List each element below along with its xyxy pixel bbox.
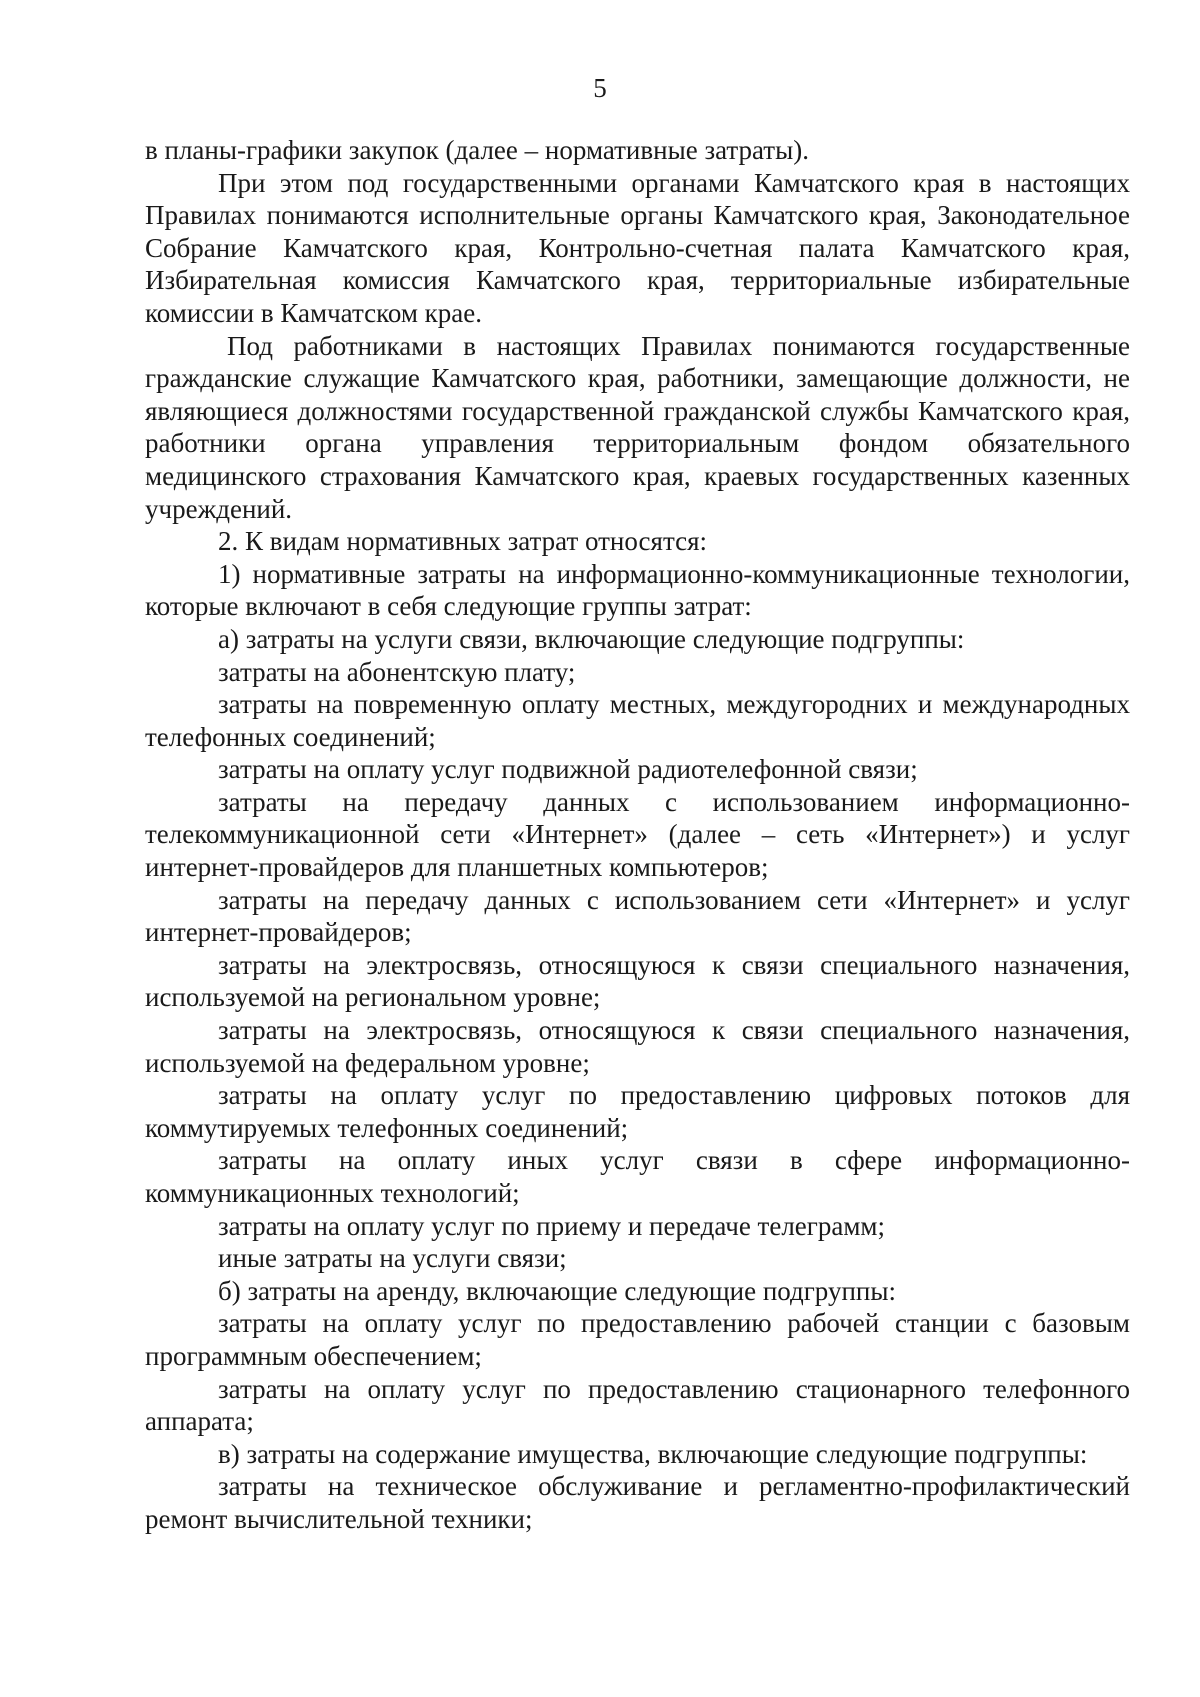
paragraph: затраты на оплату иных услуг связи в сфере информационно-коммуникационных технологий;: [145, 1145, 1130, 1208]
paragraph: 2. К видам нормативных затрат относятся:: [218, 526, 707, 557]
paragraph: а) затраты на услуги связи, включающие следующие подгруппы:: [218, 623, 965, 654]
page-number: 5: [593, 73, 607, 103]
paragraph: затраты на оплату услуг подвижной радиотелефонной связи;: [218, 754, 918, 785]
paragraph: затраты на повременную оплату местных, междугородних и международных телефонных соединений;: [145, 689, 1130, 752]
paragraph: в планы-графики закупок (далее – нормативные затраты).: [145, 135, 809, 165]
paragraph: затраты на техническое обслуживание и регламентно-профилактический ремонт вычислительной техники;: [145, 1471, 1130, 1534]
paragraph: Под работниками в настоящих Правилах понимаются государственные гражданские служащие Камчатского края, работники, замещающие должности, не являющиеся должностями государственной гражданской службы Камчатского края, работники органа управления территориальным фондом обязательного медицинского страхования Камчатского края, краевых государственных казенных учреждений.: [145, 330, 1130, 524]
paragraph: затраты на передачу данных с использованием информационно-телекоммуникационной сети «Интернет» (далее – сеть «Интернет») и услуг интернет-провайдеров для планшетных компьютеров;: [145, 786, 1130, 883]
paragraph: в) затраты на содержание имущества, включающие следующие подгруппы:: [218, 1438, 1088, 1469]
paragraph: затраты на абонентскую плату;: [218, 656, 576, 687]
paragraph: 1) нормативные затраты на информационно-коммуникационные технологии, которые включают в себя следующие группы затрат:: [145, 558, 1130, 622]
paragraph: б) затраты на аренду, включающие следующие подгруппы:: [218, 1275, 896, 1306]
paragraph: иные затраты на услуги связи;: [218, 1243, 567, 1274]
paragraph: затраты на оплату услуг по приему и передаче телеграмм;: [218, 1210, 886, 1241]
paragraph: затраты на электросвязь, относящуюся к связи специального назначения, используемой на региональном уровне;: [145, 949, 1130, 1013]
paragraph: затраты на передачу данных с использованием сети «Интернет» и услуг интернет-провайдеров;: [145, 884, 1130, 948]
document-body: [145, 134, 1130, 1536]
paragraph: затраты на оплату услуг по предоставлению цифровых потоков для коммутируемых телефонных соединений;: [145, 1080, 1130, 1143]
paragraph: затраты на электросвязь, относящуюся к связи специального назначения, используемой на федеральном уровне;: [145, 1015, 1130, 1078]
paragraph: При этом под государственными органами Камчатского края в настоящих Правилах понимаются исполнительные органы Камчатского края, Законодательное Собрание Камчатского края, Контрольно-счетная палата Камчатского края, Избирательная комиссия Камчатского края, территориальные избирательные комиссии в Камчатском крае.: [145, 167, 1130, 328]
paragraph: затраты на оплату услуг по предоставлению рабочей станции с базовым программным обеспечением;: [145, 1308, 1130, 1371]
paragraph: затраты на оплату услуг по предоставлению стационарного телефонного аппарата;: [145, 1373, 1130, 1437]
